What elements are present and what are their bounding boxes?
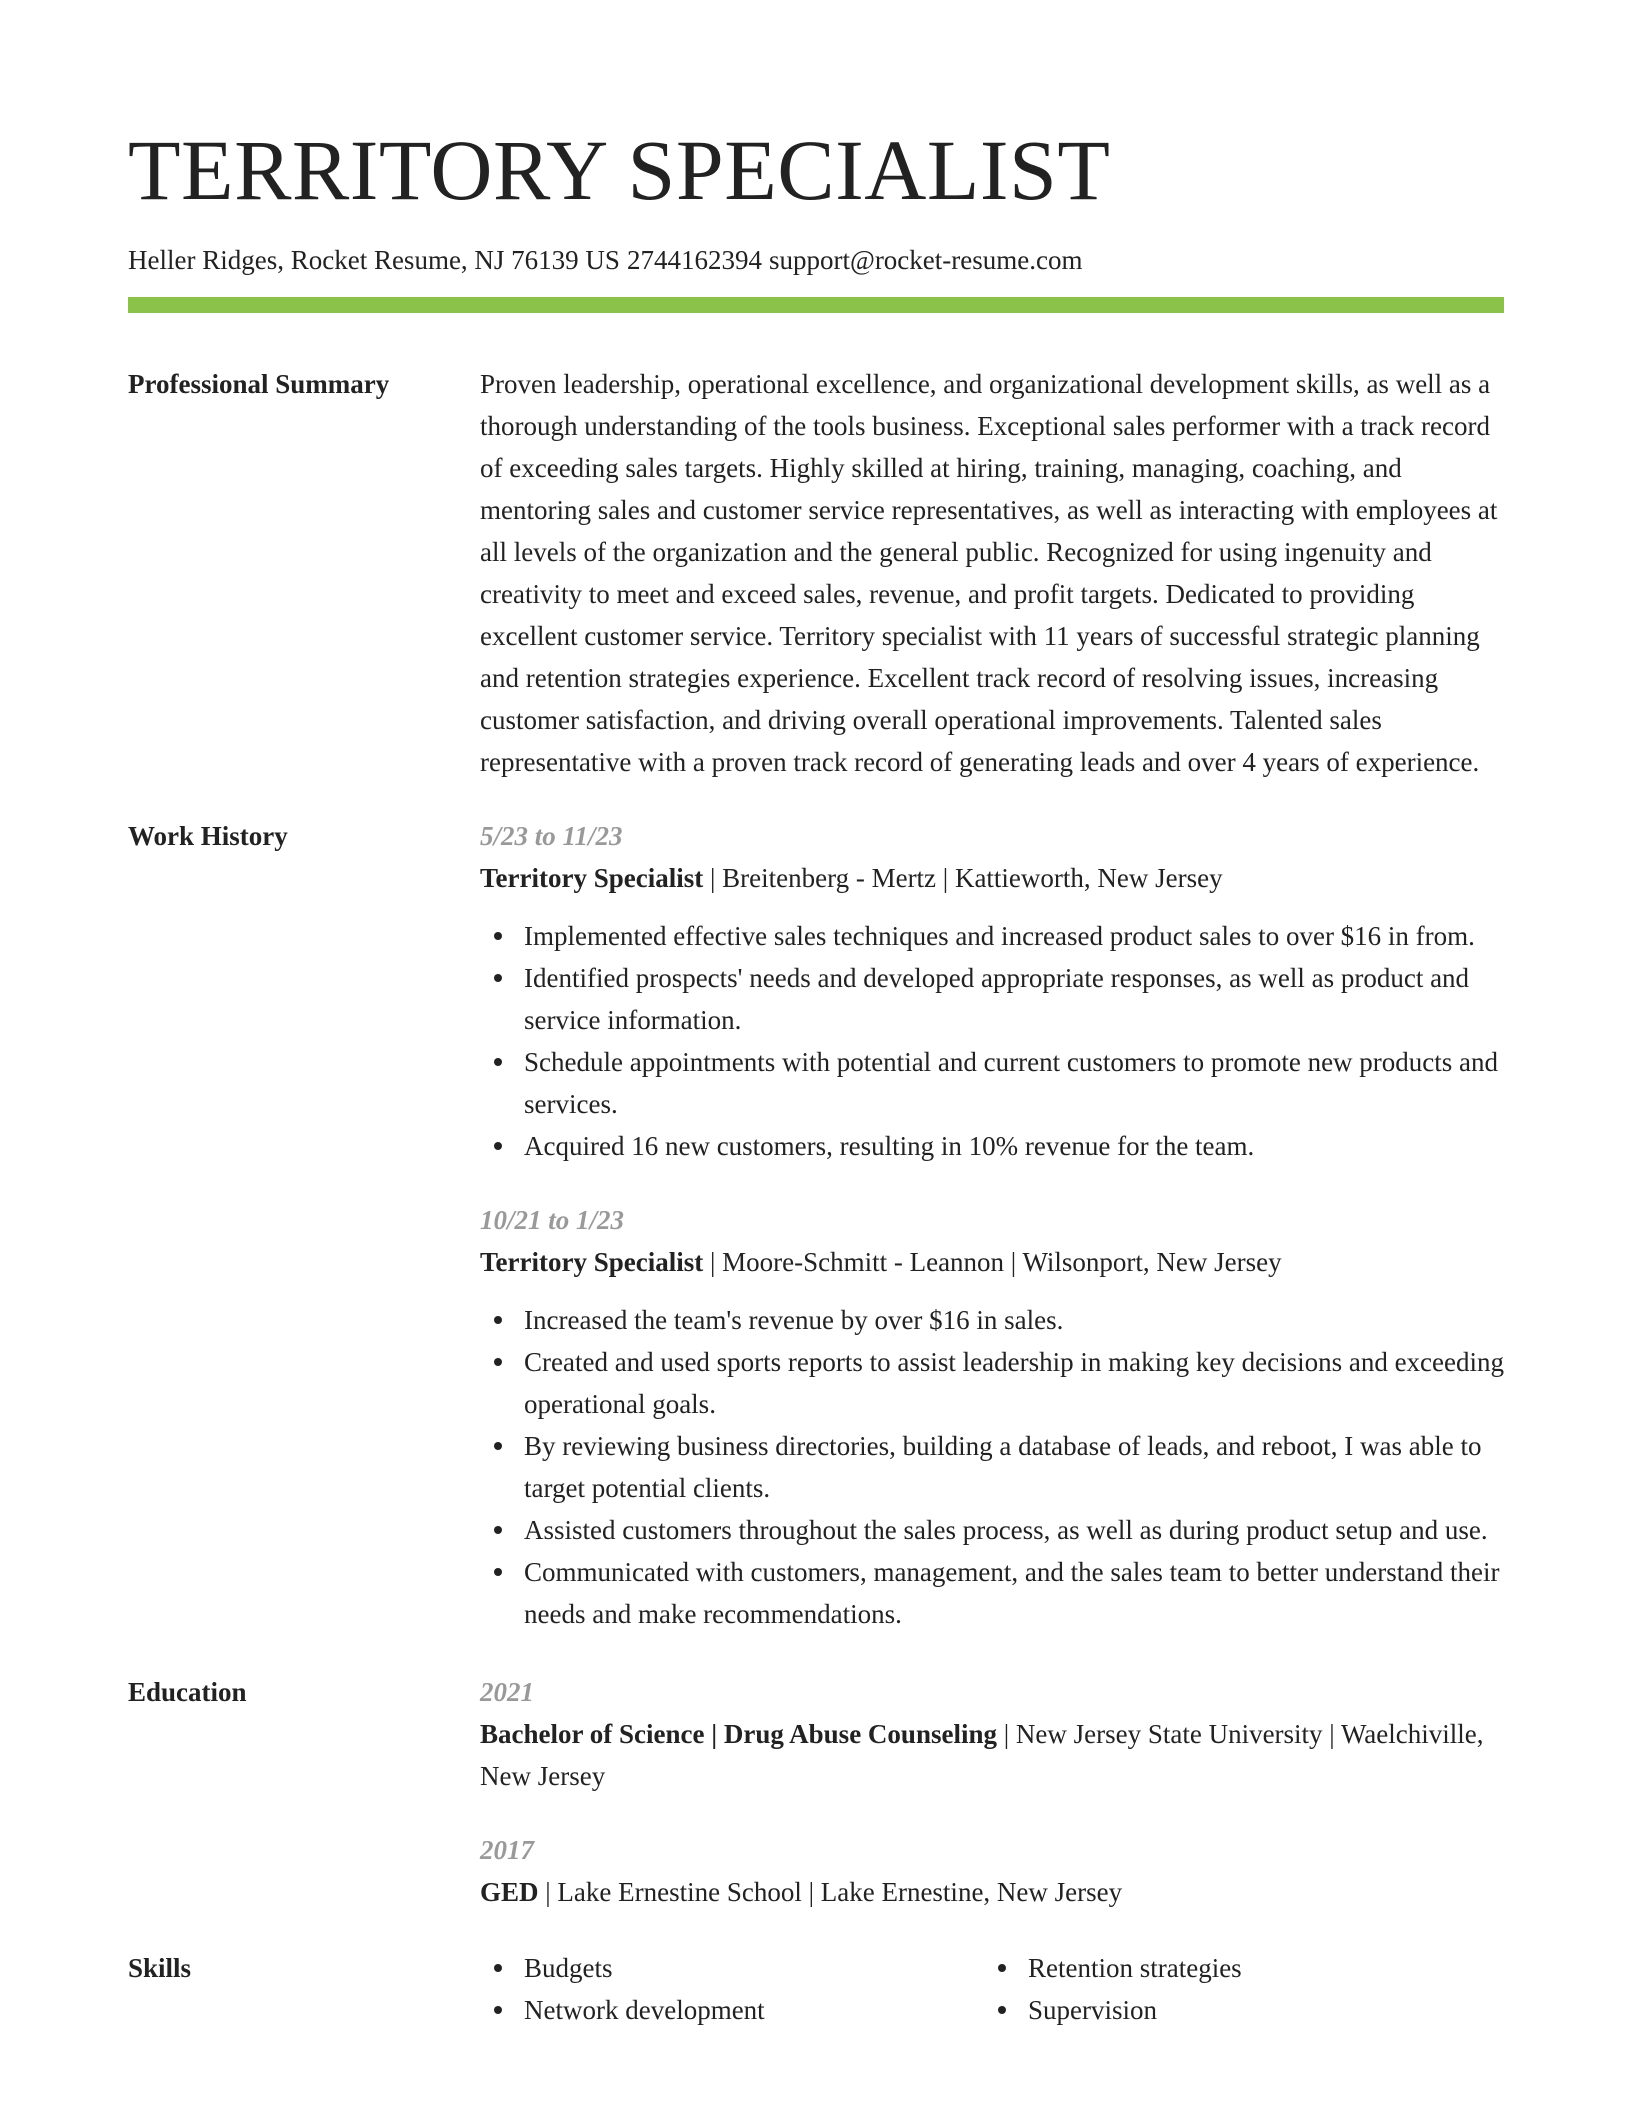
contact-phone: 2744162394 bbox=[626, 245, 762, 275]
education-details: | New Jersey State University | Waelchiville, New Jersey bbox=[480, 1719, 1484, 1791]
education-year: 2021 bbox=[480, 1677, 534, 1707]
skill-item: Budgets bbox=[480, 1947, 984, 1989]
education-heading bbox=[480, 1871, 1504, 1913]
job-details: | Breitenberg - Mertz | Kattieworth, New Jersey bbox=[703, 863, 1223, 893]
job-bullets bbox=[480, 915, 1504, 1167]
skills-column-right bbox=[984, 1947, 1488, 2031]
job-title: Territory Specialist bbox=[480, 863, 704, 893]
job-bullet: Identified prospects' needs and developed appropriate responses, as well as product and service information. bbox=[480, 957, 1504, 1041]
job-bullets bbox=[480, 1299, 1504, 1635]
contact-line bbox=[128, 242, 1504, 278]
job-bullet: By reviewing business directories, building a database of leads, and reboot, I was able to target potential clients. bbox=[480, 1425, 1504, 1509]
job-entry bbox=[480, 1199, 1504, 1635]
job-dates: 10/21 to 1/23 bbox=[480, 1205, 625, 1235]
resume-name: TERRITORY SPECIALIST bbox=[128, 122, 1111, 218]
education-degree: GED bbox=[480, 1877, 539, 1907]
job-dates: 5/23 to 11/23 bbox=[480, 821, 623, 851]
job-heading bbox=[480, 857, 1504, 899]
education-entry bbox=[480, 1671, 1504, 1797]
contact-address: Heller Ridges, Rocket Resume, NJ 76139 US bbox=[128, 245, 620, 275]
summary-label: Professional Summary bbox=[128, 369, 390, 399]
education-details: | Lake Ernestine School | Lake Ernestine, New Jersey bbox=[538, 1877, 1123, 1907]
skill-item: Supervision bbox=[984, 1989, 1488, 2031]
job-details: | Moore-Schmitt - Leannon | Wilsonport, New Jersey bbox=[703, 1247, 1282, 1277]
education-label: Education bbox=[128, 1677, 247, 1707]
job-bullet: Schedule appointments with potential and current customers to promote new products and services. bbox=[480, 1041, 1504, 1125]
education-entry bbox=[480, 1829, 1504, 1913]
job-bullet: Implemented effective sales techniques and increased product sales to over $16 in from. bbox=[480, 915, 1504, 957]
education-degree: Bachelor of Science | Drug Abuse Counseling bbox=[480, 1719, 997, 1749]
job-heading bbox=[480, 1241, 1504, 1283]
skills-grid bbox=[480, 1947, 1504, 2031]
work-history-section bbox=[128, 815, 1504, 1635]
education-section bbox=[128, 1671, 1504, 1913]
skills-label: Skills bbox=[128, 1953, 192, 1983]
job-bullet: Increased the team's revenue by over $16 in sales. bbox=[480, 1299, 1504, 1341]
summary-text: Proven leadership, operational excellence, and organizational development skills, as well as a thorough understanding of the tools business. Exceptional sales performer with a track record of exceeding sales targets. Highly skilled at hiring, training, managing, coaching, and mentoring sales and customer service representatives, as well as interacting with employees at all levels of the organization and the general public. Recognized for using ingenuity and creativity to meet and exceed sales, revenue, and profit targets. Dedicated to providing excellent customer service. Territory specialist with 11 years of successful strategic planning and retention strategies experience. Excellent track record of resolving issues, increasing customer satisfaction, and driving overall operational improvements. Talented sales representative with a proven track record of generating leads and over 4 years of experience. bbox=[480, 369, 1498, 777]
job-entry bbox=[480, 815, 1504, 1167]
skill-item: Network development bbox=[480, 1989, 984, 2031]
job-bullet: Acquired 16 new customers, resulting in 10% revenue for the team. bbox=[480, 1125, 1504, 1167]
skills-column-left bbox=[480, 1947, 984, 2031]
summary-section bbox=[128, 363, 1504, 783]
education-heading bbox=[480, 1713, 1504, 1797]
header-divider bbox=[128, 297, 1504, 313]
skills-section bbox=[128, 1947, 1504, 2031]
job-title: Territory Specialist bbox=[480, 1247, 704, 1277]
job-bullet: Assisted customers throughout the sales process, as well as during product setup and use. bbox=[480, 1509, 1504, 1551]
job-bullet: Created and used sports reports to assist leadership in making key decisions and exceeding operational goals. bbox=[480, 1341, 1504, 1425]
job-bullet: Communicated with customers, management, and the sales team to better understand their needs and make recommendations. bbox=[480, 1551, 1504, 1635]
contact-email[interactable]: support@rocket-resume.com bbox=[768, 245, 1083, 275]
education-year: 2017 bbox=[480, 1835, 534, 1865]
work-history-label: Work History bbox=[128, 821, 288, 851]
skill-item: Retention strategies bbox=[984, 1947, 1488, 1989]
